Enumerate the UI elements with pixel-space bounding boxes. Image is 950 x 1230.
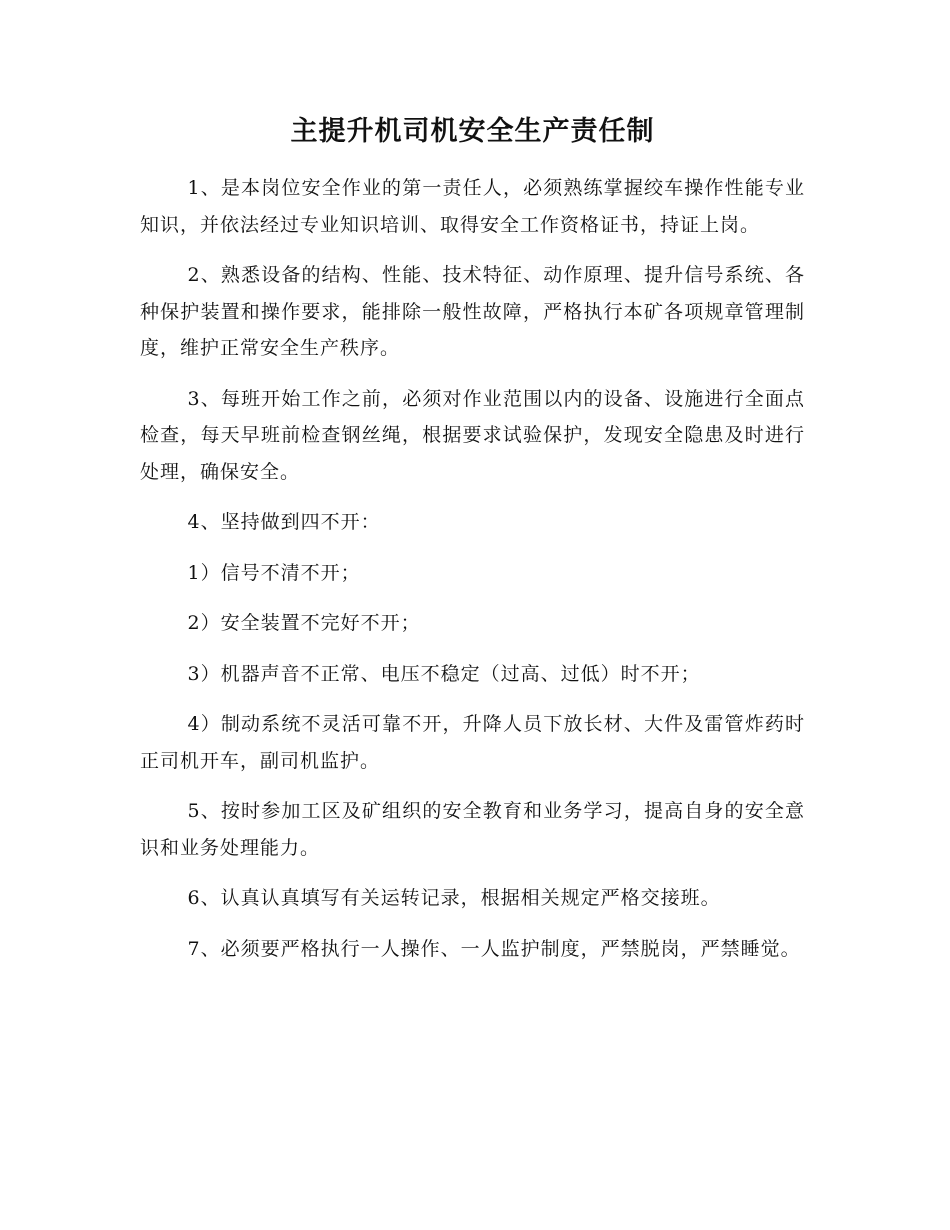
paragraph-2: 2、熟悉设备的结构、性能、技术特征、动作原理、提升信号系统、各种保护装置和操作要求，能排除一般性故障，严格执行本矿各项规章管理制度，维护正常安全生产秩序。	[140, 264, 805, 359]
paragraph-4-item-1: 1）信号不清不开；	[187, 561, 361, 584]
document-body	[140, 112, 805, 981]
paragraph-5: 5、按时参加工区及矿组织的安全教育和业务学习，提高自身的安全意识和业务处理能力。	[140, 800, 805, 859]
paragraph-3: 3、每班开始工作之前，必须对作业范围以内的设备、设施进行全面点检查，每天早班前检查钢丝绳，根据要求试验保护，发现安全隐患及时进行处理，确保安全。	[140, 387, 805, 483]
document-title: 主提升机司机安全生产责任制	[290, 116, 655, 147]
paragraph-1: 1、是本岗位安全作业的第一责任人，必须熟练掌握绞车操作性能专业知识，并依法经过专业知识培训、取得安全工作资格证书，持证上岗。	[140, 177, 805, 236]
paragraph-4: 4、坚持做到四不开：	[187, 511, 381, 533]
paragraph-4-item-2: 2）安全装置不完好不开；	[187, 612, 421, 634]
paragraph-7: 7、必须要严格执行一人操作、一人监护制度，严禁脱岗，严禁睡觉。	[187, 937, 801, 960]
paragraph-6: 6、认真认真填写有关运转记录，根据相关规定严格交接班。	[187, 887, 721, 909]
paragraph-4-item-4: 4）制动系统不灵活可靠不开，升降人员下放长材、大件及雷管炸药时正司机开车，副司机监护。	[140, 713, 805, 772]
paragraph-4-item-3: 3）机器声音不正常、电压不稳定（过高、过低）时不开；	[187, 662, 701, 685]
